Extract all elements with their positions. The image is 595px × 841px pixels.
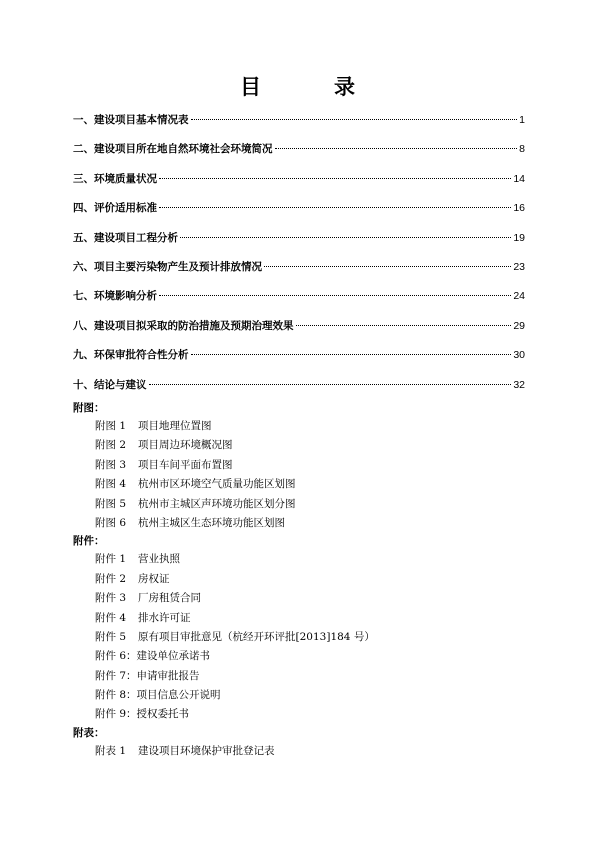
table-of-contents bbox=[73, 110, 525, 404]
figure-code: 附图 1 bbox=[95, 420, 127, 432]
attachment-title: 排水许可证 bbox=[138, 611, 191, 624]
toc-dot-leader bbox=[191, 119, 518, 120]
attachment-code: 附件 5 bbox=[95, 630, 127, 643]
toc-dot-leader bbox=[159, 295, 511, 296]
attachment-code: 附件 2 bbox=[95, 572, 127, 585]
toc-entry-label: 三、环境质量状况 bbox=[73, 172, 157, 185]
figure-code: 附图 5 bbox=[95, 497, 127, 510]
figure-code: 附图 2 bbox=[95, 439, 127, 452]
toc-page-number: 32 bbox=[513, 378, 525, 391]
figure-code: 附图 3 bbox=[95, 458, 127, 471]
figure-code: 附图 6 bbox=[95, 516, 127, 529]
toc-dot-leader bbox=[275, 148, 518, 149]
attachment-item bbox=[73, 705, 525, 724]
toc-entry-5 bbox=[73, 228, 525, 257]
toc-entry-4 bbox=[73, 198, 525, 227]
attachment-item bbox=[73, 589, 525, 608]
toc-page-number: 29 bbox=[513, 319, 525, 332]
toc-entry-6 bbox=[73, 257, 525, 286]
appendix-list bbox=[73, 400, 525, 761]
tables-heading: 附表： bbox=[73, 726, 105, 739]
attachment-code: 附件 8： bbox=[95, 689, 137, 702]
attachment-item bbox=[73, 647, 525, 666]
toc-entry-label: 五、建设项目工程分析 bbox=[73, 231, 178, 244]
toc-entry-8 bbox=[73, 316, 525, 345]
attachment-title: 原有项目审批意见（杭经开环评批[2013]184 号） bbox=[138, 630, 375, 643]
table-code: 附表 1 bbox=[95, 744, 127, 757]
attachment-code: 附件 1 bbox=[95, 553, 127, 566]
toc-entry-2 bbox=[73, 139, 525, 168]
toc-page-number: 24 bbox=[513, 290, 525, 303]
toc-entry-9 bbox=[73, 345, 525, 374]
figure-title: 项目地理位置图 bbox=[138, 420, 212, 432]
attachment-item bbox=[73, 628, 525, 647]
attachment-item bbox=[73, 686, 525, 705]
toc-entry-label: 七、环境影响分析 bbox=[73, 290, 157, 303]
toc-entry-label: 九、环保审批符合性分析 bbox=[73, 349, 189, 362]
attachment-title: 授权委托书 bbox=[136, 708, 190, 721]
toc-page-number: 8 bbox=[519, 143, 525, 156]
toc-page-number: 23 bbox=[513, 260, 525, 273]
attachment-code: 附件 9： bbox=[95, 708, 137, 721]
attachment-title: 申请审批报告 bbox=[136, 669, 200, 682]
figure-title: 杭州市区环境空气质量功能区划图 bbox=[138, 478, 296, 491]
page-title: 目 录 bbox=[240, 75, 381, 99]
figure-item bbox=[73, 417, 525, 436]
figures-heading: 附图： bbox=[73, 402, 105, 414]
toc-dot-leader bbox=[159, 207, 511, 208]
toc-dot-leader bbox=[159, 178, 511, 179]
attachment-title: 厂房租赁合同 bbox=[138, 592, 202, 605]
attachment-item bbox=[73, 667, 525, 686]
figure-item bbox=[73, 475, 525, 494]
toc-page-number: 16 bbox=[513, 202, 525, 215]
attachment-item bbox=[73, 570, 525, 589]
toc-entry-label: 二、建设项目所在地自然环境社会环境简况 bbox=[73, 143, 273, 156]
attachment-code: 附件 7： bbox=[95, 669, 137, 682]
figure-title: 项目车间平面布置图 bbox=[138, 458, 233, 471]
toc-dot-leader bbox=[191, 354, 512, 355]
toc-dot-leader bbox=[149, 384, 512, 385]
table-item bbox=[73, 742, 525, 761]
figure-item bbox=[73, 514, 525, 533]
attachments-heading: 附件： bbox=[73, 535, 105, 548]
toc-entry-3 bbox=[73, 169, 525, 198]
toc-dot-leader bbox=[296, 325, 512, 326]
toc-entry-label: 四、评价适用标准 bbox=[73, 202, 157, 215]
figure-item bbox=[73, 456, 525, 475]
toc-entry-label: 八、建设项目拟采取的防治措施及预期治理效果 bbox=[73, 319, 294, 332]
toc-page-number: 30 bbox=[513, 349, 525, 362]
toc-entry-1 bbox=[73, 110, 525, 139]
toc-page-number: 19 bbox=[513, 231, 525, 244]
toc-entry-label: 十、结论与建议 bbox=[73, 378, 147, 391]
toc-page-number: 14 bbox=[513, 172, 525, 185]
figure-code: 附图 4 bbox=[95, 478, 127, 491]
toc-dot-leader bbox=[180, 237, 511, 238]
attachment-code: 附件 3 bbox=[95, 592, 127, 605]
attachment-code: 附件 6： bbox=[95, 650, 137, 663]
figure-title: 项目周边环境概况图 bbox=[138, 439, 233, 452]
attachment-item bbox=[73, 550, 525, 569]
toc-entry-label: 一、建设项目基本情况表 bbox=[73, 114, 189, 126]
attachment-code: 附件 4 bbox=[95, 611, 127, 624]
toc-page-number: 1 bbox=[519, 114, 525, 126]
attachment-item bbox=[73, 609, 525, 628]
table-title: 建设项目环境保护审批登记表 bbox=[138, 744, 275, 757]
figure-item bbox=[73, 436, 525, 455]
figure-title: 杭州主城区生态环境功能区划图 bbox=[138, 516, 286, 529]
toc-entry-label: 六、项目主要污染物产生及预计排放情况 bbox=[73, 260, 262, 273]
figure-item bbox=[73, 495, 525, 514]
toc-entry-7 bbox=[73, 286, 525, 315]
figure-title: 杭州市主城区声环境功能区划分图 bbox=[138, 497, 296, 510]
toc-dot-leader bbox=[264, 266, 511, 267]
attachment-title: 项目信息公开说明 bbox=[136, 689, 221, 702]
attachment-title: 房权证 bbox=[138, 572, 170, 585]
attachment-title: 营业执照 bbox=[138, 553, 181, 566]
attachment-title: 建设单位承诺书 bbox=[136, 650, 211, 663]
